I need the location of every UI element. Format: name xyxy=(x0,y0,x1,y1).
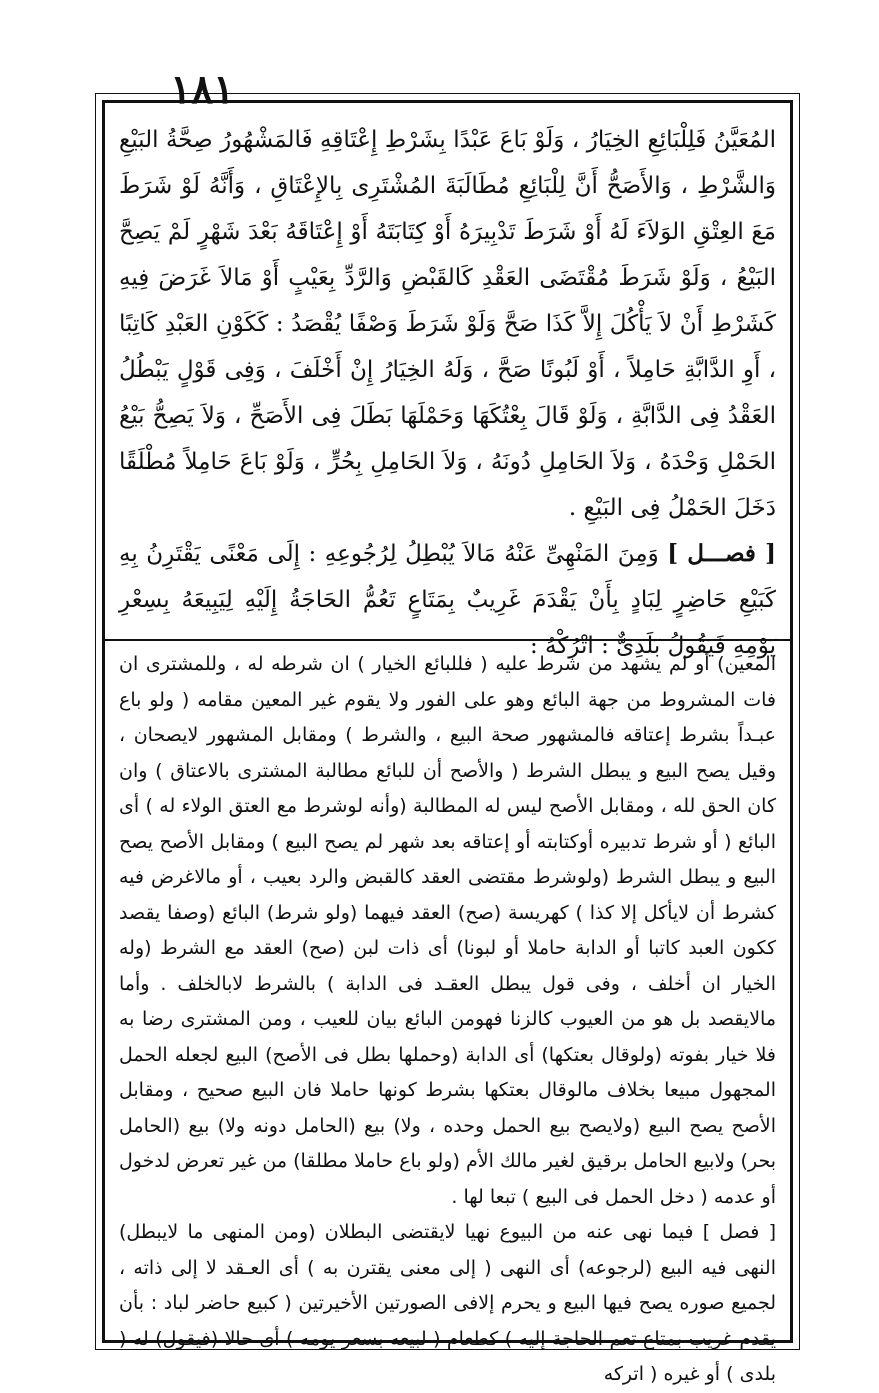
page-frame xyxy=(102,100,793,1385)
matn-text xyxy=(119,117,776,659)
sharh-paragraph: المعين) أو لم يشهد من شرط عليه ( فللبائع الخيار ) ان شرطه له ، وللمشترى ان فات المشروط من جهة البائع وهو على الفور ولا يقوم غير المعين مقامه ( ولو باع عبـداً بشرط إعتاقه فالمشهور صحة البيع ، والشرط ) ومقابل المشهور لايصحان ، وقيل يصح البيع و يبطل الشرط ( والأصح أن للبائع مطالبة المشترى بالاعتاق ) وان كان الحق لله ، ومقابل الأصح ليس له المطالبة (وأنه لوشرط مع العتق الولاء له ) أى البائع ( أو شرط تدبيره أوكتابته أو إعتاقه بعد شهر لم يصح البيع ) ومقابل الأصح يصح البيع و يبطل الشرط (ولوشرط مقتضى العقد كالقبض والرد بعيب ، أو مالاغرض فيه كشرط أن لايأكل إلا كذا ) كهريسة (صح) العقد فيهما (ولو شرط) البائع (وصفا يقصد ككون العبد كاتبا أو الدابة حاملا أو لبونا) أى ذات لبن (صح) العقد مع الشرط (وله الخيار ان أخلف ، وفى قول يبطل العقـد فى الدابة ) بالشرط لابالخلف . وأما مالايقصد بل هو من العيوب كالزنا فهومن البائع بيان للعيب ، ومن المشترى رضا به فلا خيار بفوته (ولوقال بعتكها) أى الدابة (وحملها بطل فى الأصح) البيع لجعله الحمل المجهول مبيعا بخلاف مالوقال بعتكها بشرط كونها حاملا فان البيع صحيح ، ومقابل الأصح يصح البيع (ولايصح بيع الحمل وحده ، ولا) بيع (الحامل دونه ولا) بيع (الحامل بحر) ولابيع الحامل برقيق لغير مالك الأم (ولو باع حاملا مطلقا) من غير تعرض لدخول أو عدمه ( دخل الحمل فى البيع ) تبعا لها . xyxy=(119,653,776,1208)
page-number: ١٨١ xyxy=(170,66,235,113)
matn-fasl-text: وَمِنَ المَنْهِىِّ عَنْهُ مَالاَ يُبْطِلُ لِرُجُوعِهِ : إِلَى مَعْنًى يَقْتَرِنُ بِهِ كَبَيْعِ حَاضِرٍ لِبَادٍ بِأَنْ يَقْدَمَ غَرِيبٌ بِمَتَاعٍ تَعُمُّ الحَاجَةُ إِلَيْهِ لِيَبِيعَهُ بِسِعْرِ يَوْمِهِ فَيَقُولُ بَلَدِىٌّ : اتْرُكْهُ : xyxy=(119,541,776,659)
sharh-commentary xyxy=(119,647,776,1385)
section-divider xyxy=(105,639,790,641)
matn-paragraph: المُعَيَّنُ فَلِلْبَائِعِ الخِيَارُ ، وَلَوْ بَاعَ عَبْدًا بِشَرْطِ إِعْتَاقِهِ فَالمَشْهُورُ صِحَّةُ البَيْعِ وَالشَّرْطِ ، وَالأَصَحُّ أَنَّ لِلْبَائِعِ مُطَالَبَةَ المُشْتَرِى بِالإِعْتَاقِ ، وَأَنَّهُ لَوْ شَرَطَ مَعَ العِتْقِ الوَلاَءَ لَهُ أَوْ شَرَطَ تَدْبِيرَهُ أَوْ كِتَابَتَهُ أَوْ إِعْتَاقَهُ بَعْدَ شَهْرٍ لَمْ يَصِحَّ البَيْعُ ، وَلَوْ شَرَطَ مُقْتَضَى العَقْدِ كَالقَبْضِ وَالرَّدِّ بِعَيْبٍ أَوْ مَالاَ غَرَضَ فِيهِ كَشَرْطِ أَنْ لاَ يَأْكُلَ إِلاَّ كَذَا صَحَّ وَلَوْ شَرَطَ وَصْفًا يُقْصَدُ : كَكَوْنِ العَبْدِ كَاتِبًا ، أَوِ الدَّابَّةِ حَامِلاً ، أَوْ لَبُونًا صَحَّ ، وَلَهُ الخِيَارُ إِنْ أَخْلَفَ ، وَفِى قَوْلٍ يَبْطُلُ العَقْدُ فِى الدَّابَّةِ ، وَلَوْ قَالَ بِعْتُكَهَا وَحَمْلَهَا بَطَلَ فِى الأَصَحِّ ، وَلاَ يَصِحُّ بَيْعُ الحَمْلِ وَحْدَهُ ، وَلاَ الحَامِلِ دُونَهُ ، وَلاَ الحَامِلِ بِحُرٍّ ، وَلَوْ بَاعَ حَامِلاً مُطْلَقًا دَخَلَ الحَمْلُ فِى البَيْعِ . xyxy=(119,127,776,521)
fasl-heading: [ فصـــل ] xyxy=(667,540,776,567)
sharh-fasl-paragraph: [ فصل ] فيما نهى عنه من البيوع نهيا لايقتضى البطلان (ومن المنهى ما لايبطل) النهى فيه البيع (لرجوعه) أى النهى ( إلى معنى يقترن به ) أى العـقد لا إلى ذاته ، لجميع صوره يصح فيها البيع و يحرم إلافى الصورتين الأخيرتين ( كبيع حاضر لباد : بأن يقدم غريب بمتاع تعم الحاجة إليه ) كطعام ( لبيعه بسعر يومه ) أى حالا (فيقول) له ( بلدى ) أو غيره ( اتركه xyxy=(119,1221,776,1385)
